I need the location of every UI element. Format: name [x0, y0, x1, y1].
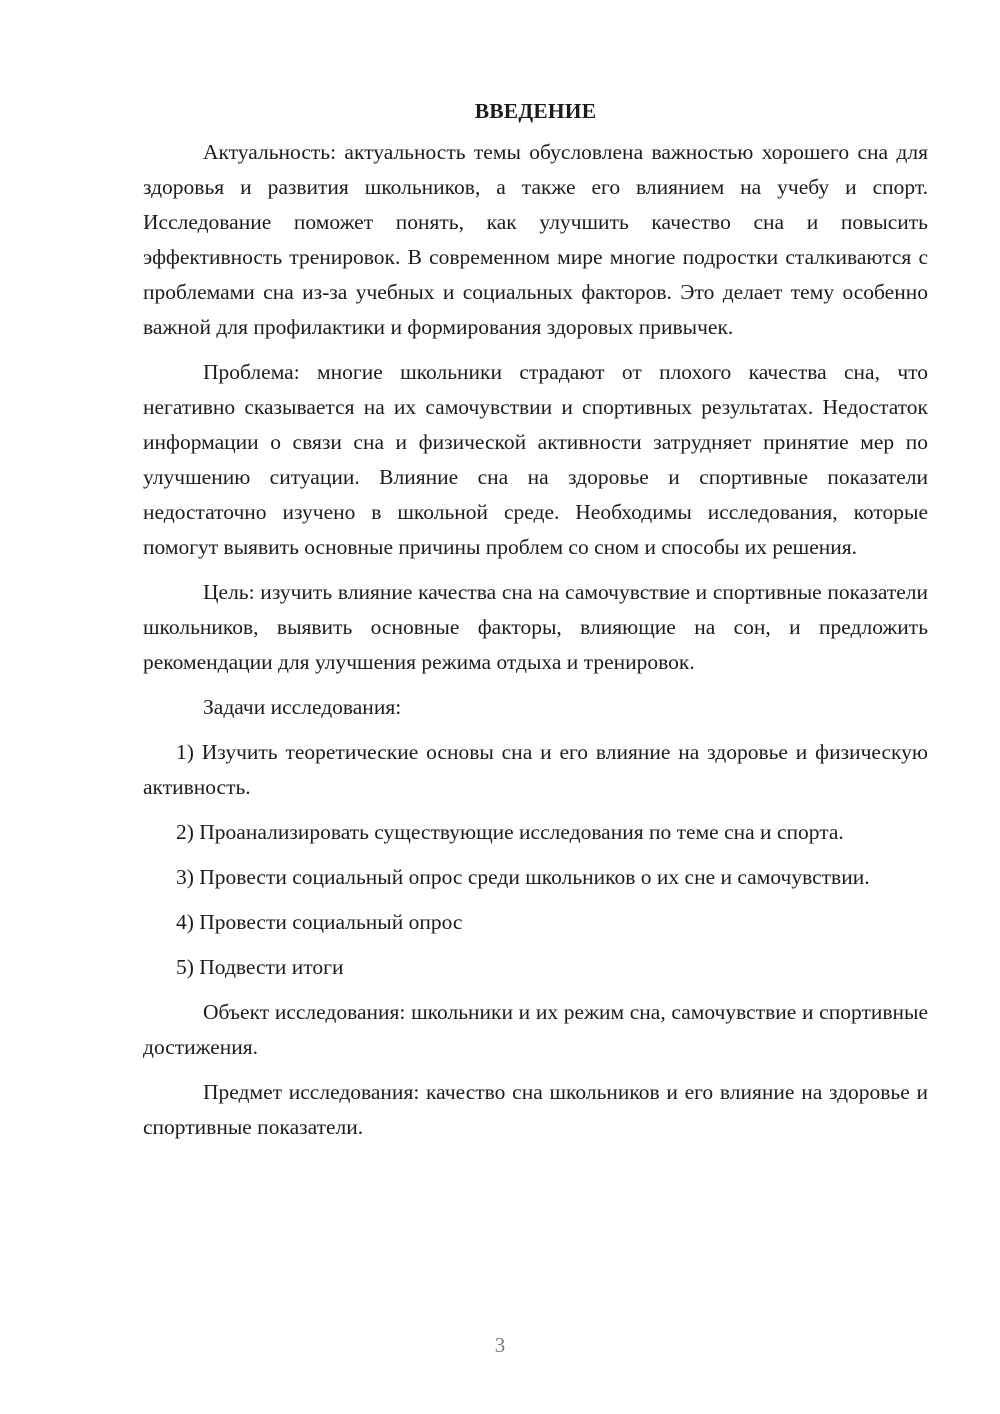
document-page — [143, 96, 928, 1145]
task-item-3: 3) Провести социальный опрос среди школьников о их сне и самочувствии. — [176, 865, 870, 889]
task-item-2: 2) Проанализировать существующие исследования по теме сна и спорта. — [176, 820, 844, 844]
tasks-title: Задачи исследования: — [203, 695, 402, 719]
task-item-4: 4) Провести социальный опрос — [176, 910, 463, 934]
subject-paragraph: Предмет исследования: качество сна школьников и его влияние на здоровье и спортивные показатели. — [143, 1080, 928, 1139]
task-item-1: 1) Изучить теоретические основы сна и его влияние на здоровье и физическую активность. — [143, 740, 928, 799]
object-paragraph: Объект исследования: школьники и их режим сна, самочувствие и спортивные достижения. — [143, 1000, 928, 1059]
relevance-paragraph: Актуальность: актуальность темы обусловлена важностью хорошего сна для здоровья и развития школьников, а также его влиянием на учебу и спорт. Исследование поможет понять, как улучшить качество сна и повысить эффективность тренировок. В современном мире многие подростки сталкиваются с проблемами сна из-за учебных и социальных факторов. Это делает тему особенно важной для профилактики и формирования здоровых привычек. — [143, 140, 928, 339]
page-number: 3 — [494, 1333, 506, 1357]
page-title: ВВЕДЕНИЕ — [474, 99, 597, 123]
task-item-5: 5) Подвести итоги — [176, 955, 344, 979]
problem-paragraph: Проблема: многие школьники страдают от плохого качества сна, что негативно сказывается на их самочувствии и спортивных результатах. Недостаток информации о связи сна и физической активности затрудняет принятие мер по улучшению ситуации. Влияние сна на здоровье и спортивные показатели недостаточно изучено в школьной среде. Необходимы исследования, которые помогут выявить основные причины проблем со сном и способы их решения. — [143, 360, 928, 559]
goal-paragraph: Цель: изучить влияние качества сна на самочувствие и спортивные показатели школьников, выявить основные факторы, влияющие на сон, и предложить рекомендации для улучшения режима отдыха и тренировок. — [143, 580, 928, 674]
